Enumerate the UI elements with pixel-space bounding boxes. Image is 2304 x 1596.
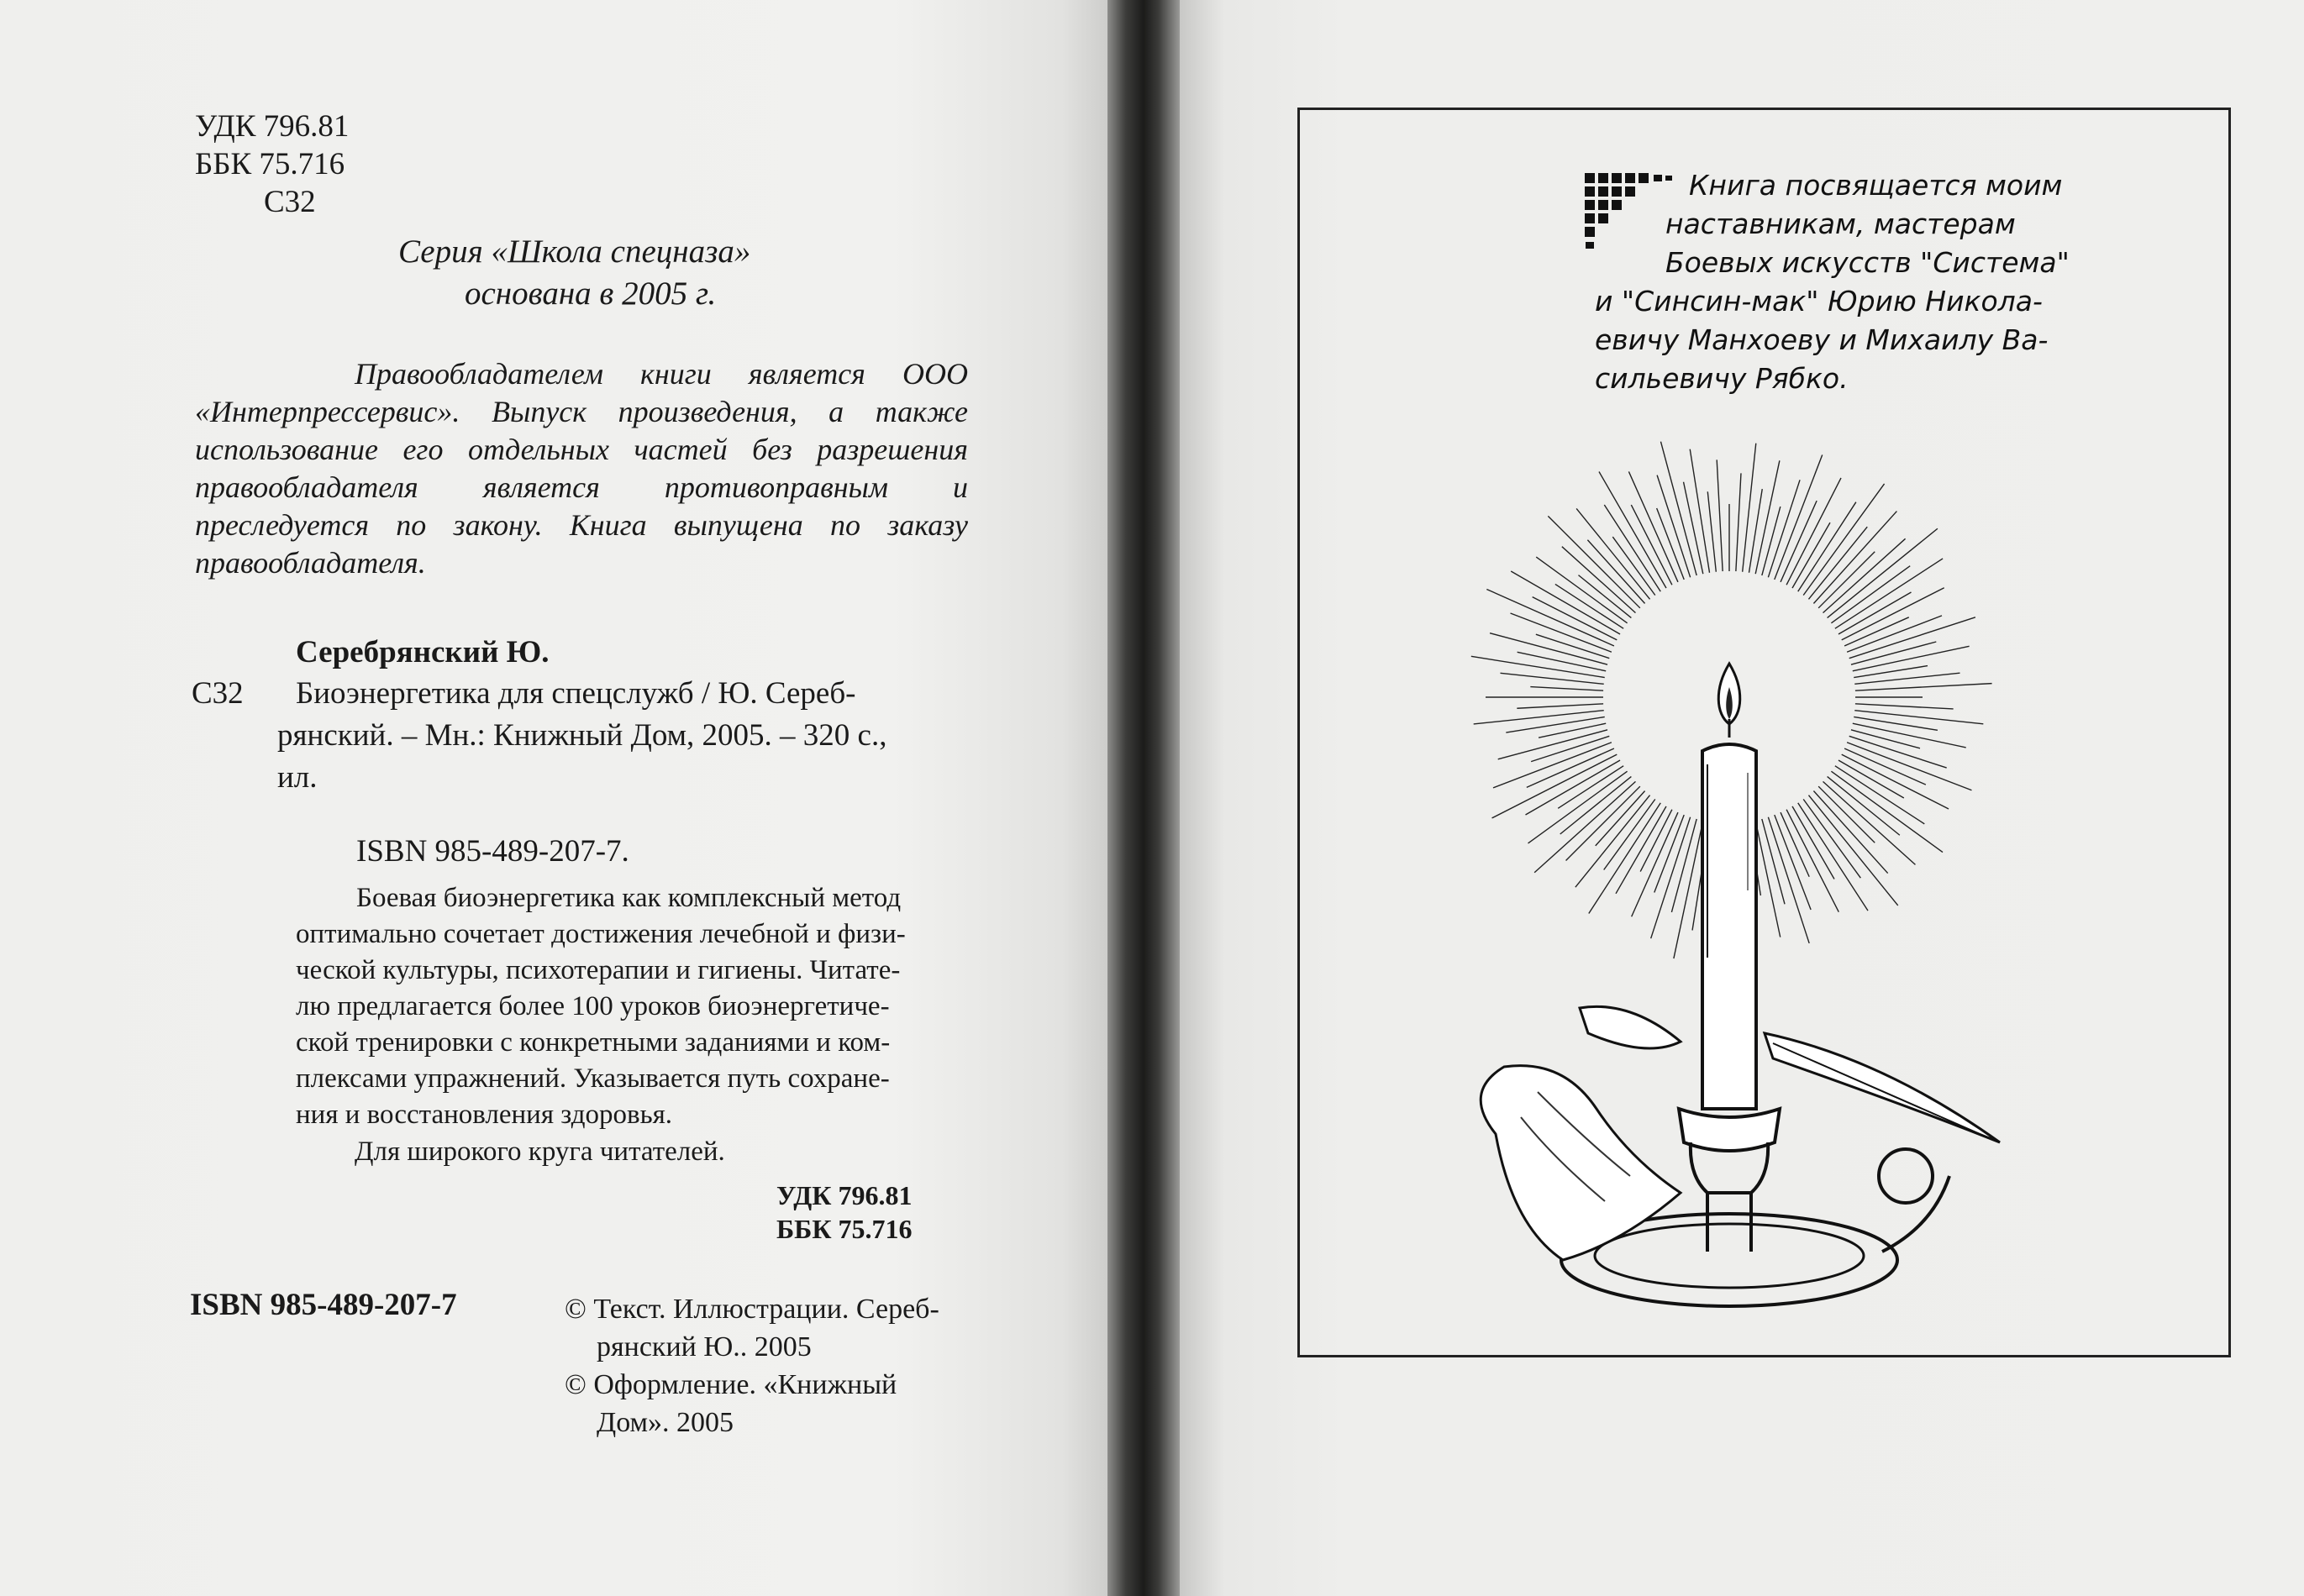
annotation-line: оптимально сочетает достижения лечебной и физи- <box>296 919 906 949</box>
ray-line <box>1743 444 1756 572</box>
ray-line <box>1651 817 1691 939</box>
ray-line <box>1818 552 1875 608</box>
ray-line <box>1576 508 1649 599</box>
copyright-line: © Оформление. «Книжный <box>565 1369 897 1400</box>
ray-line <box>1717 459 1723 571</box>
ray-line <box>1755 821 1781 937</box>
copyright-line: © Текст. Иллюстрации. Сереб- <box>565 1294 939 1325</box>
dedication-line: Боевых искусств "Система" <box>1665 246 2070 279</box>
ray-line <box>1768 817 1809 943</box>
annotation-line: ческой культуры, психотерапии и гигиены. Читате- <box>296 955 901 985</box>
ray-line <box>1803 484 1884 596</box>
ray-line <box>1690 449 1709 573</box>
biblio-code: С32 <box>192 676 244 711</box>
ray-line <box>1599 472 1666 589</box>
ray-line <box>1792 806 1834 879</box>
ray-line <box>1555 584 1623 628</box>
series-line-2: основана в 2005 г. <box>465 276 717 312</box>
candle-illustration <box>1412 420 2050 1327</box>
ray-line <box>1855 684 1992 691</box>
author-heading: Серебрянский Ю. <box>296 635 550 669</box>
ray-line <box>1823 538 1905 612</box>
left-page <box>0 0 1118 1596</box>
dedication-text <box>1595 166 2070 398</box>
annotation-line: плексами упражнений. Указывается путь сохране- <box>296 1063 890 1094</box>
ray-line <box>1533 597 1618 640</box>
ray-line <box>1855 704 1954 709</box>
ray-line <box>1851 730 1920 748</box>
udk-small: УДК 796.81 <box>776 1180 913 1210</box>
ray-line <box>1831 771 1943 852</box>
ray-line <box>1838 760 1904 798</box>
audience-note: Для широкого круга читателей. <box>355 1137 725 1167</box>
biblio-line-2: рянский. – Мн.: Книжный Дом, 2005. – 320 с., <box>277 718 887 753</box>
ray-line <box>1835 766 1925 824</box>
dedication-line: сильевичу Рябко. <box>1595 362 1849 395</box>
ray-line <box>1493 743 1612 788</box>
bbk-code: ББК 75.716 <box>195 147 345 181</box>
ray-line <box>1631 505 1672 585</box>
book-gutter <box>1107 0 1180 1596</box>
copyright-line: Дом». 2005 <box>597 1407 734 1438</box>
isbn-inline: ISBN 985-489-207-7. <box>356 834 629 869</box>
ray-line <box>1632 812 1678 916</box>
catalog-code: С32 <box>264 185 316 219</box>
ray-line <box>1749 489 1762 573</box>
ray-line <box>1755 460 1780 574</box>
ray-line <box>1854 666 1928 678</box>
ray-line <box>1490 633 1607 665</box>
dedication-line: евичу Манхоеву и Михаилу Ва- <box>1595 323 2049 356</box>
annotation-line: ской тренировки с конкретными заданиями и ком- <box>296 1027 891 1058</box>
ray-line <box>1536 557 1627 623</box>
ray-line <box>1835 559 1943 628</box>
rights-notice: Правообладателем книги является ООО «Интерпрессервис». Выпуск произведения, а также использование его отдельных частей без разрешения правообладателя является противоправным и преследуется по закону. Книга выпущена по заказу правообладателя. <box>195 357 968 580</box>
biblio-line-1: Биоэнергетика для спецслужб / Ю. Сереб- <box>296 676 856 711</box>
dedication-line: Книга посвящается моим <box>1689 169 2063 202</box>
biblio-line-3: ил. <box>277 760 318 795</box>
isbn-bold: ISBN 985-489-207-7 <box>190 1288 457 1322</box>
annotation-line: Боевая биоэнергетика как комплексный метод <box>356 883 902 913</box>
ray-line <box>1818 786 1875 843</box>
ray-line <box>1575 795 1650 888</box>
ray-line <box>1528 771 1628 843</box>
ray-line <box>1566 786 1640 860</box>
ray-line <box>1530 687 1603 691</box>
ray-line <box>1792 522 1830 588</box>
udk-code: УДК 796.81 <box>195 109 350 144</box>
ray-line <box>1587 540 1644 604</box>
ray-line <box>1578 575 1631 618</box>
bbk-small: ББК 75.716 <box>776 1214 913 1244</box>
ray-line <box>1768 480 1800 577</box>
annotation-line: ния и восстановления здоровья. <box>296 1100 673 1130</box>
series-line-1: Серия «Школа спецназа» <box>398 234 751 270</box>
ray-line <box>1798 502 1856 592</box>
ray-line <box>1684 482 1703 575</box>
ray-line <box>1707 491 1716 571</box>
ray-line <box>1604 799 1655 869</box>
ray-line <box>1762 507 1781 575</box>
ray-line <box>1853 646 1970 671</box>
ray-line <box>1849 617 1975 659</box>
ray-line <box>1798 803 1868 911</box>
pixel-ornament-icon <box>1585 173 1677 265</box>
ray-line <box>1813 790 1887 873</box>
ray-line <box>1527 748 1614 787</box>
dedication-line: наставникам, мастерам <box>1665 207 2016 240</box>
copyright-line: рянский Ю.. 2005 <box>597 1331 812 1362</box>
ray-line <box>1518 652 1607 670</box>
dedication-line: и "Синсин-мак" Юрию Никола- <box>1595 285 2043 318</box>
ray-line <box>1854 717 1938 730</box>
ray-line <box>1736 473 1741 571</box>
ray-line <box>1853 723 1966 748</box>
ray-line <box>1517 704 1603 708</box>
ray-line <box>1849 736 1947 768</box>
ray-line <box>1511 613 1612 652</box>
annotation-line: лю предлагается более 100 уроков биоэнергетиче- <box>296 991 890 1021</box>
ray-line <box>1558 766 1623 809</box>
ray-line <box>1474 711 1604 724</box>
ray-line <box>1854 711 1983 724</box>
ray-line <box>1838 592 1912 634</box>
